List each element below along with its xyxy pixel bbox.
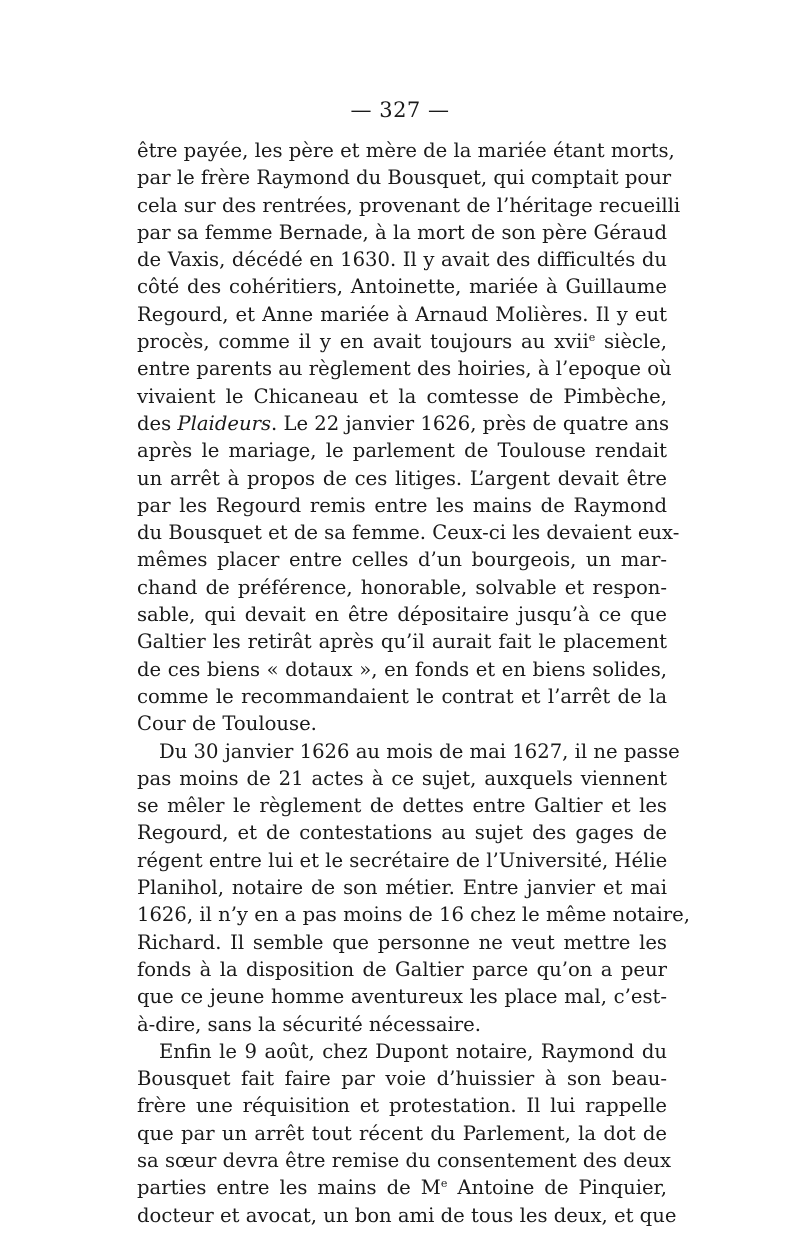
- text-span: côté des cohéritiers, Antoinette, mariée à Guillaume: [137, 275, 667, 299]
- body-text: [137, 137, 690, 1229]
- text-span: comme le recommandaient le contrat et l’arrêt de la: [137, 684, 667, 708]
- text-span: mêmes placer entre celles d’un bourgeois, un mar-: [137, 548, 667, 572]
- text-line: [137, 492, 667, 519]
- text-span: fonds à la disposition de Galtier parce qu’on a peur: [137, 957, 667, 981]
- text-span: docteur et avocat, un bon ami de tous les deux, et que: [137, 1203, 677, 1227]
- text-line: [137, 1065, 667, 1092]
- text-span: Galtier les retirât après qu’il aurait fait le placement: [137, 630, 667, 654]
- text-span: par sa femme Bernade, à la mort de son père Géraud: [137, 220, 667, 244]
- text-span: vivaient le Chicaneau et la comtesse de Pimbèche,: [137, 384, 667, 408]
- text-span: un arrêt à propos de ces litiges. L’argent devait être: [137, 466, 667, 490]
- text-span: Enfin le 9 août, chez Dupont notaire, Raymond du: [159, 1039, 667, 1063]
- text-span: de Vaxis, décédé en 1630. Il y avait des difficultés du: [137, 248, 667, 272]
- text-line: [137, 219, 667, 246]
- text-line: [137, 328, 667, 355]
- text-line: [137, 465, 667, 492]
- text-line: [137, 355, 672, 382]
- text-span: après le mariage, le parlement de Toulouse rendait: [137, 439, 667, 463]
- superscript: e: [440, 1177, 448, 1191]
- text-line: [137, 410, 670, 437]
- text-span: Bousquet fait faire par voie d’huissier à son beau-: [137, 1067, 667, 1091]
- text-line: [137, 628, 667, 655]
- text-line: [137, 1120, 667, 1147]
- text-span: régent entre lui et le secrétaire de l’Université, Hélie: [137, 848, 668, 872]
- text-line: [137, 437, 667, 464]
- text-span: par les Regourd remis entre les mains de Raymond: [137, 493, 667, 517]
- text-span: siècle,: [595, 330, 667, 354]
- text-line: [137, 574, 667, 601]
- text-span: frère une réquisition et protestation. Il lui rappelle: [137, 1094, 667, 1118]
- text-span: du Bousquet et de sa femme. Ceux-ci les devaient eux-: [137, 521, 680, 545]
- text-line: [137, 738, 680, 765]
- text-line: [137, 819, 667, 846]
- text-line: [137, 137, 675, 164]
- text-span: sa sœur devra être remise du consentement des deux: [137, 1148, 672, 1172]
- text-span: à-dire, sans la sécurité nécessaire.: [137, 1012, 481, 1036]
- text-line: [137, 983, 667, 1010]
- text-line: [137, 1038, 667, 1065]
- text-line: [137, 874, 667, 901]
- text-span: Antoine de Pinquier,: [447, 1176, 667, 1200]
- text-span: entre parents au règlement des hoiries, à l’epoque où: [137, 357, 672, 381]
- text-span: Du 30 janvier 1626 au mois de mai 1627, il ne passe: [159, 739, 680, 763]
- text-span: sable, qui devait en être dépositaire jusqu’à ce que: [137, 603, 667, 627]
- italic-title: Plaideurs: [177, 411, 271, 435]
- text-line: [137, 929, 667, 956]
- text-span: que par un arrêt tout récent du Parlement, la dot de: [137, 1121, 667, 1145]
- text-line: [137, 901, 690, 928]
- text-line: [137, 956, 667, 983]
- text-span: des: [137, 411, 178, 435]
- text-line: [137, 1202, 677, 1229]
- text-line: [137, 1011, 667, 1038]
- text-span: cela sur des rentrées, provenant de l’héritage recueilli: [137, 193, 681, 217]
- text-line: [137, 246, 667, 273]
- text-span: être payée, les père et mère de la mariée étant morts,: [137, 139, 675, 162]
- page-number: — 327 —: [350, 98, 450, 122]
- text-span: . Le 22 janvier 1626, près de quatre ans: [271, 411, 670, 435]
- text-span: pas moins de 21 actes à ce sujet, auxquels viennent: [137, 766, 667, 790]
- text-span: parties entre les mains de M: [137, 1176, 441, 1200]
- text-line: [137, 601, 667, 628]
- text-line: [137, 656, 667, 683]
- text-span: procès, comme il y en avait toujours au xvii: [137, 330, 589, 354]
- text-line: [137, 519, 680, 546]
- text-span: Regourd, et de contestations au sujet des gages de: [137, 821, 667, 845]
- text-span: chand de préférence, honorable, solvable et respon-: [137, 575, 667, 599]
- text-span: Richard. Il semble que personne ne veut mettre les: [137, 930, 667, 954]
- text-line: [137, 301, 667, 328]
- text-line: [137, 765, 667, 792]
- text-span: Planihol, notaire de son métier. Entre janvier et mai: [137, 876, 667, 900]
- text-line: [137, 1092, 667, 1119]
- text-line: [137, 1147, 672, 1174]
- text-line: [137, 273, 667, 300]
- text-line: [137, 710, 667, 737]
- text-span: de ces biens « dotaux », en fonds et en biens solides,: [137, 657, 667, 681]
- text-span: que ce jeune homme aventureux les place mal, c’est-: [137, 985, 667, 1009]
- text-line: [137, 383, 667, 410]
- text-span: Regourd, et Anne mariée à Arnaud Molières. Il y eut: [137, 302, 667, 326]
- superscript: e: [588, 331, 596, 345]
- text-line: [137, 192, 681, 219]
- text-span: Cour de Toulouse.: [137, 712, 317, 736]
- text-span: 1626, il n’y en a pas moins de 16 chez le même notaire,: [137, 903, 690, 927]
- text-line: [137, 683, 667, 710]
- text-line: [137, 1174, 667, 1201]
- text-span: se mêler le règlement de dettes entre Galtier et les: [137, 794, 667, 818]
- text-line: [137, 546, 667, 573]
- text-line: [137, 847, 667, 874]
- text-line: [137, 792, 667, 819]
- text-span: par le frère Raymond du Bousquet, qui comptait pour: [137, 166, 672, 190]
- text-line: [137, 164, 672, 191]
